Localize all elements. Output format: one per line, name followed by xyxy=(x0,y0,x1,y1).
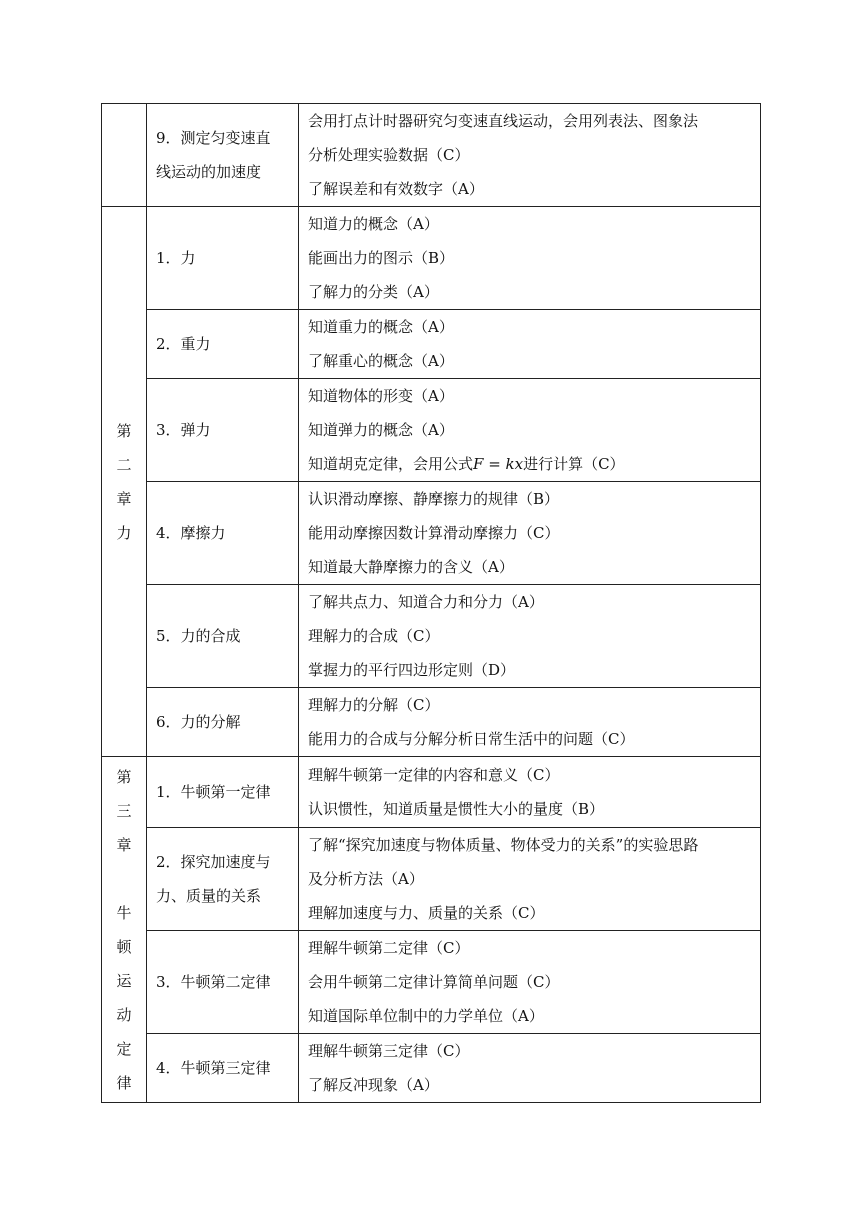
requirement-text: 理解加速度与力、质量的关系（C） xyxy=(308,904,545,922)
requirement-text: 知道物体的形变（A） xyxy=(308,387,454,405)
requirement-text: 知道重力的概念（A） xyxy=(308,318,454,336)
requirement-cell xyxy=(299,757,761,828)
chapter-char: 第 xyxy=(116,421,132,440)
requirement-text: 能画出力的图示（B） xyxy=(308,249,455,267)
topic-text: 2．探究加速度与 xyxy=(156,853,271,871)
hooke-pre: 知道胡克定律，会用公式 xyxy=(308,455,474,473)
requirement-cell xyxy=(299,828,761,931)
topic-text: 3．弹力 xyxy=(156,421,211,439)
chapter-name-char: 牛 xyxy=(116,903,132,922)
requirement-text: 理解牛顿第二定律（C） xyxy=(308,939,470,957)
requirement-text: 了解误差和有效数字（A） xyxy=(308,180,484,198)
chapter-name-char: 运 xyxy=(116,971,132,990)
hooke-post: 进行计算（C） xyxy=(523,455,625,473)
requirement-text: 理解力的合成（C） xyxy=(308,627,440,645)
chapter-char: 三 xyxy=(116,801,132,820)
table-row xyxy=(102,757,761,828)
requirement-text: 分析处理实验数据（C） xyxy=(308,146,470,164)
requirement-cell xyxy=(299,310,761,379)
topic-text: 2．重力 xyxy=(156,335,211,353)
topic-cell xyxy=(147,828,299,931)
table-row xyxy=(102,482,761,585)
table-row xyxy=(102,379,761,482)
syllabus-table xyxy=(101,103,761,1103)
chapter-char: 章 xyxy=(116,489,132,508)
chapter-name-char: 定 xyxy=(116,1039,132,1058)
requirement-cell xyxy=(299,379,761,482)
chapter-name-char: 顿 xyxy=(116,937,132,956)
topic-cell xyxy=(147,931,299,1034)
hooke-formula: F = kx xyxy=(473,455,524,473)
topic-text: 1．力 xyxy=(156,249,196,267)
topic-cell xyxy=(147,482,299,585)
topic-text: 力、质量的关系 xyxy=(156,887,262,905)
chapter-name-char: 律 xyxy=(116,1073,132,1092)
requirement-text: 理解牛顿第一定律的内容和意义（C） xyxy=(308,766,560,784)
topic-text: 6．力的分解 xyxy=(156,713,241,731)
topic-text: 4．牛顿第三定律 xyxy=(156,1059,271,1077)
chapter-char: 第 xyxy=(116,767,132,786)
requirement-text: 掌握力的平行四边形定则（D） xyxy=(308,661,516,679)
chapter-char: 二 xyxy=(116,455,132,474)
table-row xyxy=(102,104,761,207)
topic-cell xyxy=(147,757,299,828)
chapter-2-cell xyxy=(102,207,147,757)
topic-text: 4．摩擦力 xyxy=(156,524,226,542)
requirement-text: 了解力的分类（A） xyxy=(308,283,439,301)
chapter-name-char: 动 xyxy=(116,1005,132,1024)
topic-cell xyxy=(147,585,299,688)
topic-cell xyxy=(147,1034,299,1103)
requirement-text: 会用牛顿第二定律计算简单问题（C） xyxy=(308,973,560,991)
topic-text: 3．牛顿第二定律 xyxy=(156,973,271,991)
chapter-cell-empty xyxy=(102,104,147,207)
requirement-text: 了解重心的概念（A） xyxy=(308,352,454,370)
table-row xyxy=(102,207,761,310)
requirement-cell xyxy=(299,104,761,207)
requirement-text: 知道国际单位制中的力学单位（A） xyxy=(308,1007,544,1025)
topic-text: 5．力的合成 xyxy=(156,627,241,645)
requirement-cell xyxy=(299,482,761,585)
chapter-char: 章 xyxy=(116,835,132,854)
requirement-cell xyxy=(299,1034,761,1103)
chapter-3-cell xyxy=(102,757,147,1103)
topic-cell xyxy=(147,104,299,207)
topic-cell xyxy=(147,379,299,482)
requirement-text: 能用动摩擦因数计算滑动摩擦力（C） xyxy=(308,524,560,542)
topic-text: 9．测定匀变速直 xyxy=(156,129,271,147)
table-row xyxy=(102,585,761,688)
requirement-cell xyxy=(299,931,761,1034)
requirement-text: 了解“探究加速度与物体质量、物体受力的关系”的实验思路 xyxy=(308,836,699,854)
requirement-cell xyxy=(299,688,761,757)
table-row xyxy=(102,931,761,1034)
requirement-text: 了解反冲现象（A） xyxy=(308,1076,439,1094)
requirement-text: 理解力的分解（C） xyxy=(308,696,440,714)
requirement-cell xyxy=(299,585,761,688)
requirement-text: 知道弹力的概念（A） xyxy=(308,421,454,439)
table-row xyxy=(102,1034,761,1103)
topic-cell xyxy=(147,310,299,379)
topic-text: 1．牛顿第一定律 xyxy=(156,783,271,801)
requirement-text: 认识惯性，知道质量是惯性大小的量度（B） xyxy=(308,800,605,818)
requirement-text: 认识滑动摩擦、静摩擦力的规律（B） xyxy=(308,490,560,508)
requirement-text: 理解牛顿第三定律（C） xyxy=(308,1042,470,1060)
requirement-text xyxy=(308,447,760,481)
table-row xyxy=(102,828,761,931)
topic-text: 线运动的加速度 xyxy=(156,163,262,181)
topic-cell xyxy=(147,688,299,757)
table-row xyxy=(102,310,761,379)
requirement-text: 及分析方法（A） xyxy=(308,870,424,888)
requirement-text: 知道力的概念（A） xyxy=(308,215,439,233)
requirement-text: 会用打点计时器研究匀变速直线运动，会用列表法、图象法 xyxy=(308,112,699,130)
chapter-name: 力 xyxy=(116,523,132,542)
requirement-cell xyxy=(299,207,761,310)
requirement-text: 知道最大静摩擦力的含义（A） xyxy=(308,558,514,576)
table-row xyxy=(102,688,761,757)
requirement-text: 了解共点力、知道合力和分力（A） xyxy=(308,593,544,611)
requirement-text: 能用力的合成与分解分析日常生活中的问题（C） xyxy=(308,730,635,748)
topic-cell xyxy=(147,207,299,310)
